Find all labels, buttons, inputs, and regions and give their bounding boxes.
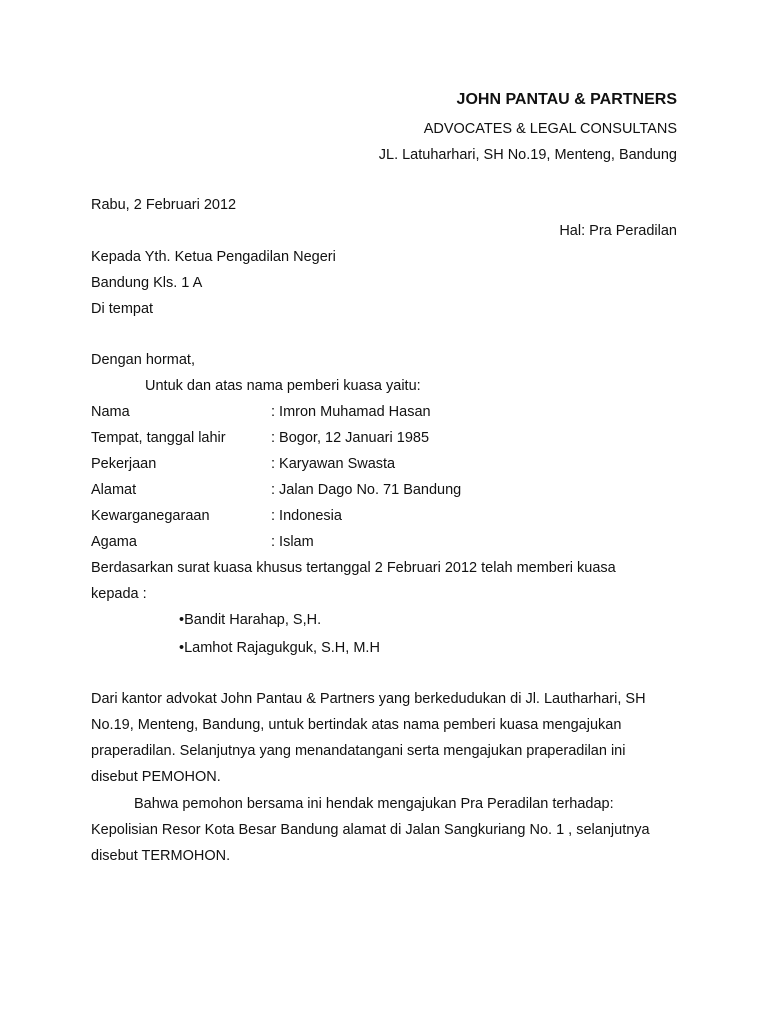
recipient-line-2: Bandung Kls. 1 A	[91, 275, 203, 291]
bullet-icon: •	[179, 612, 185, 628]
identity-value-citizenship: : Indonesia	[271, 508, 342, 524]
identity-value-occupation: : Karyawan Swasta	[271, 456, 396, 472]
list-item	[179, 611, 321, 629]
identity-label-address: Alamat	[91, 482, 137, 498]
power-of-attorney-line-1: Berdasarkan surat kuasa khusus tertanggal 2 Februari 2012 telah memberi kuasa	[91, 560, 616, 576]
identity-label-name: Nama	[91, 404, 130, 420]
paragraph-line: Dari kantor advokat John Pantau & Partners yang berkedudukan di Jl. Lautharhari, SH	[91, 691, 646, 707]
identity-label-citizenship: Kewarganegaraan	[91, 508, 210, 524]
firm-name: JOHN PANTAU & PARTNERS	[456, 91, 677, 108]
salutation: Dengan hormat,	[91, 352, 195, 368]
identity-label-occupation: Pekerjaan	[91, 456, 157, 472]
list-item	[179, 639, 380, 657]
paragraph-line: praperadilan. Selanjutnya yang menandatangani serta mengajukan praperadilan ini	[91, 743, 626, 759]
identity-value-birth: : Bogor, 12 Januari 1985	[271, 430, 430, 446]
attorney-name: Bandit Harahap, S,H.	[184, 612, 322, 628]
identity-value-name: : Imron Muhamad Hasan	[271, 404, 431, 420]
letter-subject: Hal: Pra Peradilan	[559, 223, 677, 239]
identity-label-religion: Agama	[91, 534, 137, 550]
bullet-icon: •	[179, 640, 185, 656]
power-of-attorney-line-2: kepada :	[91, 586, 147, 602]
paragraph-line: disebut PEMOHON.	[91, 769, 221, 785]
paragraph-line: disebut TERMOHON.	[91, 848, 231, 864]
paragraph-line: Kepolisian Resor Kota Besar Bandung alamat di Jalan Sangkuriang No. 1 , selanjutnya	[91, 822, 650, 838]
recipient-line-3: Di tempat	[91, 301, 154, 317]
attorney-name: Lamhot Rajagukguk, S.H, M.H	[184, 640, 380, 656]
firm-address: JL. Latuharhari, SH No.19, Menteng, Bandung	[378, 147, 677, 163]
identity-label-birth: Tempat, tanggal lahir	[91, 430, 226, 446]
paragraph-line: Bahwa pemohon bersama ini hendak mengajukan Pra Peradilan terhadap:	[134, 796, 614, 812]
firm-subtitle: ADVOCATES & LEGAL CONSULTANS	[423, 121, 677, 137]
paragraph-line: No.19, Menteng, Bandung, untuk bertindak atas nama pemberi kuasa mengajukan	[91, 717, 622, 733]
recipient-line-1: Kepada Yth. Ketua Pengadilan Negeri	[91, 249, 336, 265]
intro-line: Untuk dan atas nama pemberi kuasa yaitu:	[145, 378, 421, 394]
letter-date: Rabu, 2 Februari 2012	[91, 197, 237, 213]
identity-value-religion: : Islam	[271, 534, 314, 550]
identity-value-address: : Jalan Dago No. 71 Bandung	[271, 482, 462, 498]
